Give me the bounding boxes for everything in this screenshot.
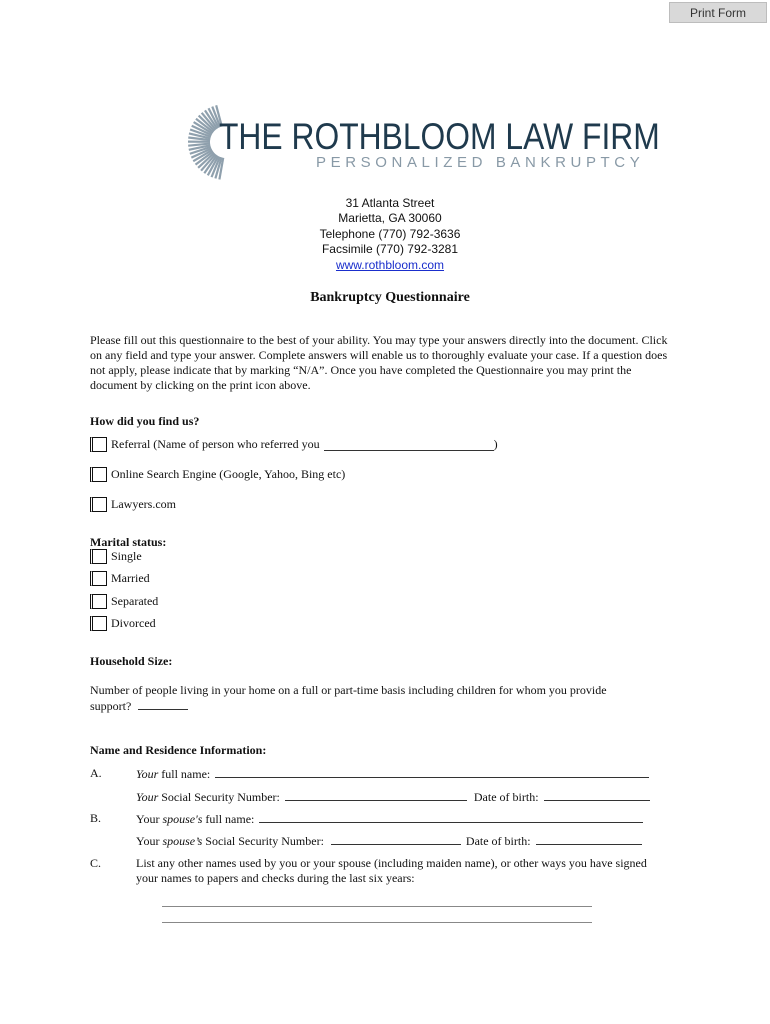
section-c-label: C. — [90, 856, 102, 870]
spouse-ssn-row — [136, 833, 642, 849]
other-names-line1: List any other names used by you or your spouse (including maiden name), or other ways you have signed — [136, 856, 647, 870]
other-names-line2: your names to papers and checks during the last six years: — [136, 871, 415, 885]
address-telephone: Telephone (770) 792-3636 — [319, 227, 461, 241]
your-italic: Your — [136, 767, 159, 781]
spouse-full-name-label: full name: — [202, 812, 255, 826]
your-full-name-field[interactable] — [215, 766, 649, 778]
lawyers-label: Lawyers.com — [111, 497, 176, 511]
website-link[interactable]: www.rothbloom.com — [335, 258, 445, 272]
logo-subtitle: PERSONALIZED BANKRUPTCY — [316, 154, 645, 171]
spouses-italic-2: spouse’s — [162, 834, 203, 848]
household-text-line1: Number of people living in your home on a full or part-time basis including children for whom you provide — [90, 683, 607, 697]
address-street: 31 Atlanta Street — [345, 196, 435, 210]
intro-text: Please fill out this questionnaire to the best of your ability. You may type your answers directly into the document. Click on any field and type your answer. Complete answers will enable us to thoroughly evaluate your case. If a question does not apply, please indicate that by marking “N/A”. Once you have completed the Questionnaire you may print the document by clicking on the print icon above. — [90, 333, 668, 392]
referral-option — [90, 437, 498, 452]
household-text-line2-row — [90, 698, 188, 714]
separated-checkbox[interactable] — [90, 594, 107, 609]
find-us-heading: How did you find us? — [90, 414, 200, 428]
marital-heading: Marital status: — [90, 535, 167, 549]
your-dob-label: Date of birth: — [473, 790, 539, 804]
print-form-button[interactable]: Print Form — [669, 2, 767, 23]
marital-option-married — [90, 571, 150, 586]
lawyers-checkbox[interactable] — [90, 497, 107, 512]
section-b-label: B. — [90, 811, 102, 825]
other-names-field-1[interactable] — [162, 906, 592, 907]
your-ssn-row — [136, 789, 650, 805]
referral-checkbox[interactable] — [90, 437, 107, 452]
website-row — [230, 258, 550, 272]
divorced-label: Divorced — [111, 616, 156, 630]
single-label: Single — [111, 549, 142, 563]
single-checkbox[interactable] — [90, 549, 107, 564]
separated-label: Separated — [111, 594, 159, 608]
spouses-italic: spouse's — [162, 812, 203, 826]
household-heading: Household Size: — [90, 654, 173, 668]
section-a-label: A. — [90, 766, 102, 780]
spouse-dob-label: Date of birth: — [465, 834, 531, 848]
logo-title: THE ROTHBLOOM LAW FIRM — [219, 116, 660, 157]
married-label: Married — [111, 571, 150, 585]
your-dob-field[interactable] — [544, 789, 650, 801]
marital-option-divorced — [90, 616, 156, 631]
referral-label: Referral (Name of person who referred you — [111, 437, 320, 451]
divorced-checkbox[interactable] — [90, 616, 107, 631]
spouse-dob-field[interactable] — [536, 833, 642, 845]
lawyers-option — [90, 497, 176, 512]
your-plain-label-2: Your — [136, 834, 163, 848]
search-engine-label: Online Search Engine (Google, Yahoo, Bing etc) — [111, 467, 346, 481]
referral-close: ) — [493, 437, 498, 451]
other-names-field-2[interactable] — [162, 922, 592, 923]
doc-title: Bankruptcy Questionnaire — [310, 290, 470, 305]
your-full-name-row — [136, 766, 649, 782]
marital-option-single — [90, 549, 142, 564]
household-size-field[interactable] — [138, 698, 188, 710]
address-city: Marietta, GA 30060 — [338, 211, 442, 225]
full-name-label: full name: — [158, 767, 211, 781]
spouse-full-name-field[interactable] — [259, 811, 643, 823]
spouse-ssn-field[interactable] — [331, 833, 461, 845]
address-facsimile: Facsimile (770) 792-3281 — [321, 242, 459, 256]
married-checkbox[interactable] — [90, 571, 107, 586]
spouse-ssn-label: Social Security Number: — [202, 834, 324, 848]
ssn-label: Social Security Number: — [158, 790, 280, 804]
marital-option-separated — [90, 594, 158, 609]
household-text-line2: support? — [90, 699, 132, 713]
your-ssn-field[interactable] — [285, 789, 467, 801]
referral-name-field[interactable] — [324, 439, 494, 451]
your-plain-label: Your — [136, 812, 163, 826]
name-residence-heading: Name and Residence Information: — [90, 743, 267, 757]
your-ssn-italic: Your — [136, 790, 159, 804]
spouse-full-name-row — [136, 811, 643, 827]
search-engine-checkbox[interactable] — [90, 467, 107, 482]
search-engine-option — [90, 467, 345, 482]
